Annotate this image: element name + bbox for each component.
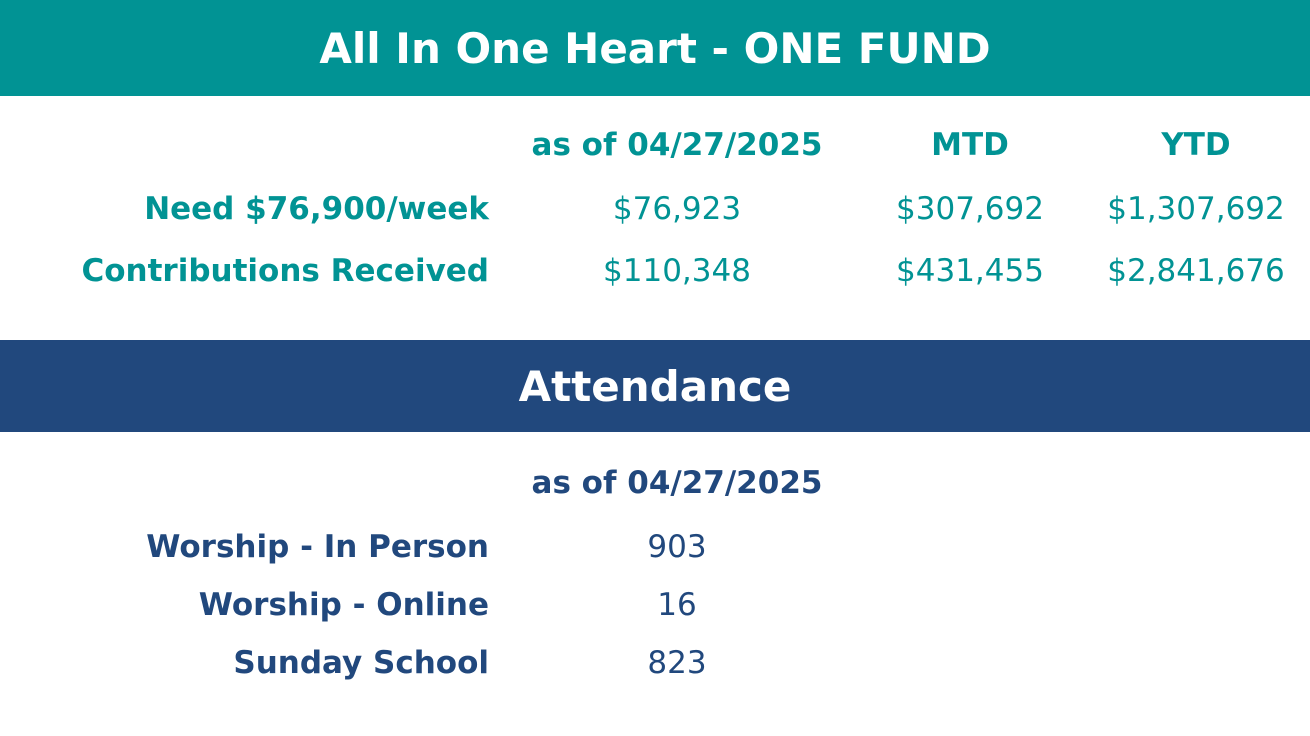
- attendance-row-label-in-person: Worship - In Person: [146, 529, 489, 565]
- fund-row-label-contributions: Contributions Received: [81, 253, 489, 289]
- fund-row-label-need: Need $76,900/week: [144, 191, 489, 227]
- attendance-sunday-school-value: 823: [647, 645, 707, 681]
- fund-column-header-ytd: YTD: [1161, 127, 1231, 163]
- fund-column-header-mtd: MTD: [931, 127, 1009, 163]
- fund-column-header-date: as of 04/27/2025: [531, 127, 823, 163]
- fund-need-mtd: $307,692: [896, 191, 1044, 227]
- attendance-row-label-sunday-school: Sunday School: [233, 645, 489, 681]
- fund-title-banner: [0, 0, 1310, 96]
- fund-need-ytd: $1,307,692: [1107, 191, 1285, 227]
- attendance-online-value: 16: [657, 587, 697, 623]
- fund-title: All In One Heart - ONE FUND: [319, 23, 991, 73]
- attendance-row-label-online: Worship - Online: [198, 587, 489, 623]
- fund-contributions-ytd: $2,841,676: [1107, 253, 1285, 289]
- fund-contributions-mtd: $431,455: [896, 253, 1044, 289]
- attendance-title: Attendance: [518, 361, 792, 411]
- attendance-title-banner: [0, 340, 1310, 432]
- attendance-in-person-value: 903: [647, 529, 707, 565]
- attendance-column-header-date: as of 04/27/2025: [531, 465, 823, 501]
- fund-contributions-weekly: $110,348: [603, 253, 751, 289]
- fund-need-weekly: $76,923: [612, 191, 742, 227]
